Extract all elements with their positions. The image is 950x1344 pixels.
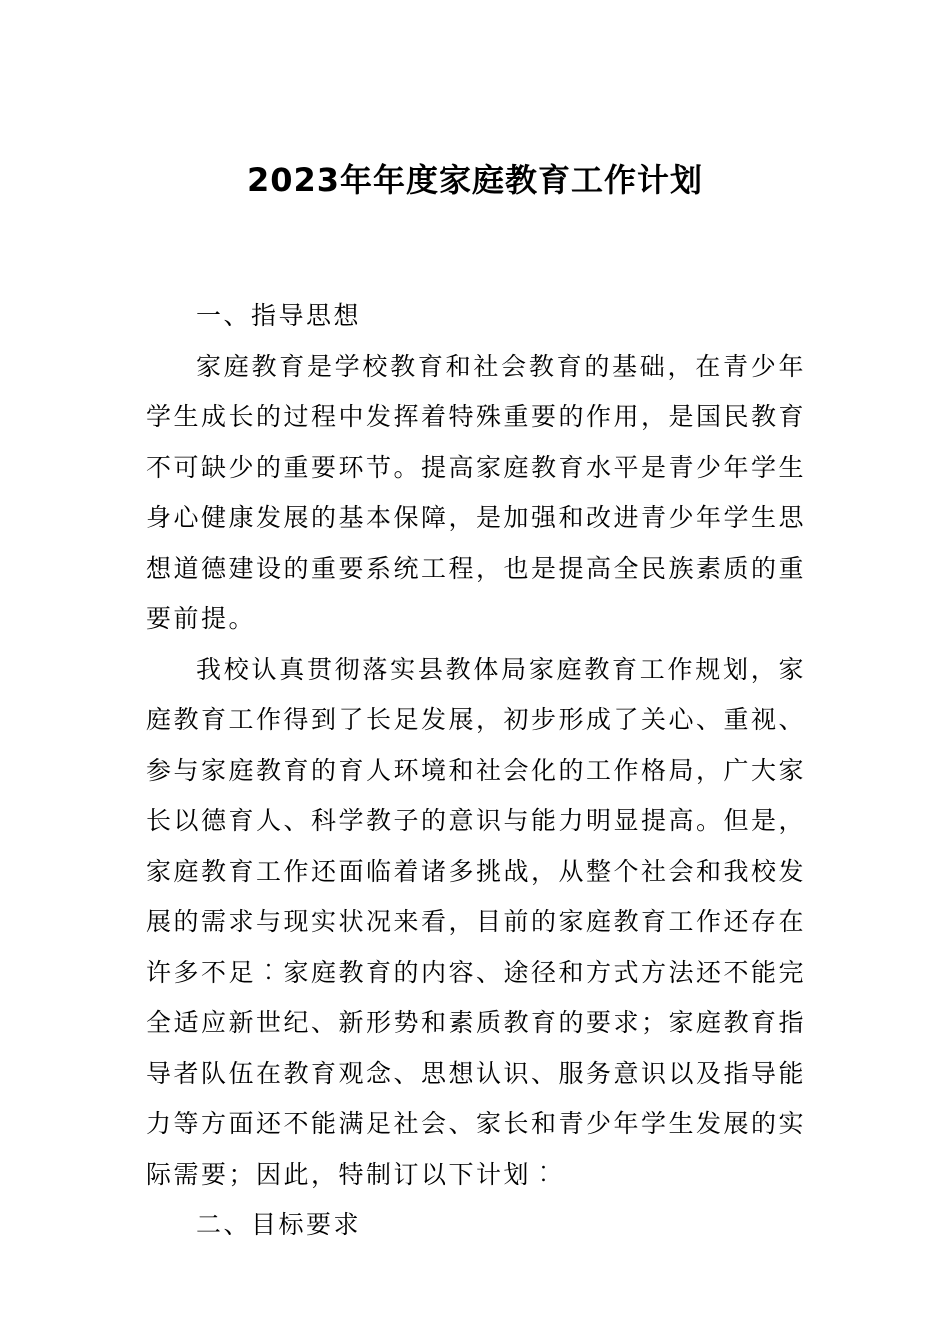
paragraph-family-education-importance: 家庭教育是学校教育和社会教育的基础，在青少年学生成长的过程中发挥着特殊重要的作用，是国民教育不可缺少的重要环节。提高家庭教育水平是青少年学生身心健康发展的基本保障，是加强和改进青少年学生思想道德建设的重要系统工程，也是提高全民族素质的重要前提。 — [146, 351, 807, 633]
document-title: 2023年年度家庭教育工作计划 — [246, 161, 704, 199]
paragraph-school-situation: 我校认真贯彻落实县教体局家庭教育工作规划，家庭教育工作得到了长足发展，初步形成了关心、重视、参与家庭教育的育人环境和社会化的工作格局，广大家长以德育人、科学教子的意识与能力明显提高。但是，家庭教育工作还面临着诸多挑战，从整个社会和我校发展的需求与现实状况来看，目前的家庭教育工作还存在许多不足︰家庭教育的内容、途径和方式方法还不能完全适应新世纪、新形势和素质教育的要求；家庭教育指导者队伍在教育观念、思想认识、服务意识以及指导能力等方面还不能满足社会、家长和青少年学生发展的实际需要；因此，特制订以下计划︰ — [146, 654, 807, 1189]
section-heading-goals: 二、目标要求 — [196, 1210, 362, 1239]
document-body — [146, 291, 806, 1251]
section-heading-guiding-ideology: 一、指导思想 — [196, 301, 362, 330]
